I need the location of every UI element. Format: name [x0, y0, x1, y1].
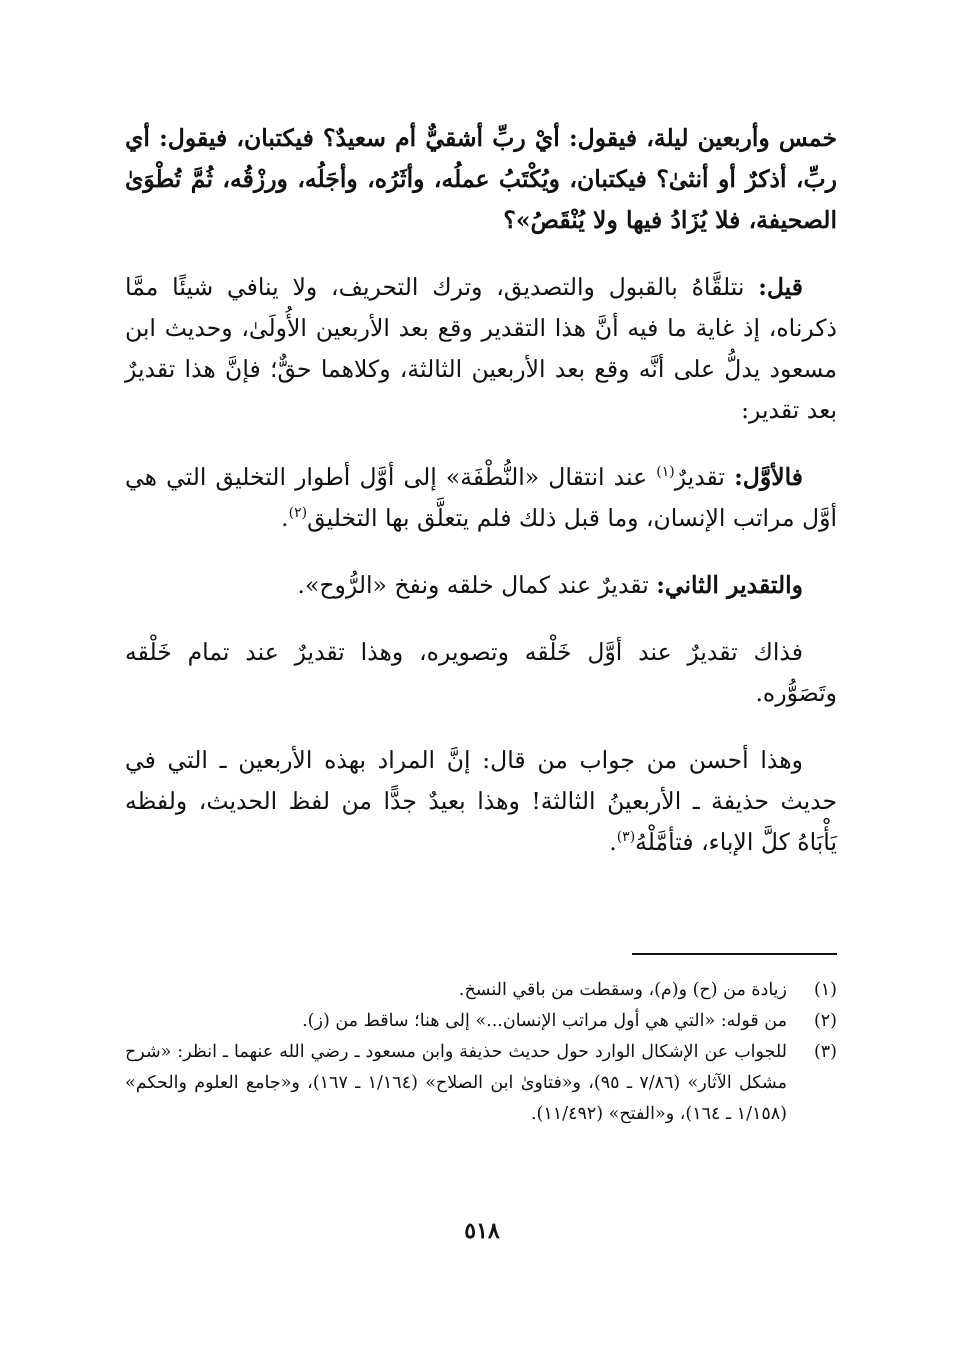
footnote-text: للجواب عن الإشكال الوارد حول حديث حذيفة وابن مسعود ـ رضي الله عنهما ـ انظر: «شرح مشكل الآثار» (٧/٨٦ ـ ٩٥)، و«فتاوىٰ ابن الصلاح» (١/١٦٤ ـ ١٦٧)، و«جامع العلوم والحكم» (١/١٥٨ ـ ١٦٤)، و«الفتح» (١١/٤٩٢).: [125, 1042, 787, 1124]
footnote-number: (٢): [813, 1011, 837, 1031]
paragraph-comparison: فذاك تقديرٌ عند أوَّل خَلْقه وتصويره، وهذا تقديرٌ عند تمام خَلْقه وتَصَوُّره.: [125, 638, 837, 707]
footnote-text: من قوله: «التي هي أول مراتب الإنسان...» إلى هنا؛ ساقط من (ز).: [302, 1011, 787, 1031]
paragraph-body: نتلقَّاهُ بالقبول والتصديق، وترك التحريف، ولا ينافي شيئًا ممَّا ذكرناه، إذ غاية ما فيه أنَّ هذا التقدير وقع بعد الأربعين الأُولَىٰ، وحديث ابن مسعود يدلُّ على أنَّه وقع بعد الأربعين الثالثة، وكلاهما حقٌّ؛ فإنَّ هذا تقديرٌ بعد تقدير:: [125, 273, 837, 424]
hadith-continuation: خمس وأربعين ليلة، فيقول: أيْ ربِّ أشقيٌّ أم سعيدٌ؟ فيكتبان، فيقول: أي ربِّ، أذكرٌ أو أنثىٰ؟ فيكتبان، ويُكْتَبُ عملُه، وأثَرُه، وأجَلُه، ورزْقُه، ثُمَّ تُطْوَىٰ الصحيفة، فلا يُزَادُ فيها ولا يُنْقَصُ»؟: [125, 124, 837, 234]
footnote-text: زيادة من (ح) و(م)، وسقطت من باقي النسخ.: [458, 980, 787, 1000]
paragraph-qila: [125, 267, 837, 431]
paragraph-body: عند انتقال «النُّطْفَة» إلى أوَّل أطوار التخليق التي هي أوَّل مراتب الإنسان، وما قبل ذلك فلم يتعلَّق بها التخليق: [125, 463, 837, 532]
paragraph-best-answer: [125, 740, 837, 863]
paragraph-body: تقديرٌ عند كمال خلقه ونفخ «الرُّوح».: [297, 571, 657, 599]
lead-word: فالأوَّل:: [734, 463, 803, 491]
footnote-number: (٣): [813, 1042, 837, 1062]
footnote-3: [125, 1037, 837, 1130]
paragraph-body: وهذا أحسن من جواب من قال: إنَّ المراد بهذه الأربعين ـ التي في حديث حذيفة ـ الأربعينُ الثالثة! وهذا بعيدٌ جدًّا من لفظ الحديث، ولفظه يَأْبَاهُ كلَّ الإباء، فتأمَّلْهُ: [125, 746, 837, 856]
footnote-number: (١): [813, 980, 837, 1000]
footnote-2: [125, 1006, 837, 1037]
page-number: ٥١٨: [464, 1218, 500, 1244]
footnote-ref-2[interactable]: (٢): [288, 505, 308, 522]
footnote-separator: [632, 953, 837, 955]
paragraph-first-decree: [125, 457, 837, 539]
paragraph-second-decree: [125, 565, 837, 606]
paragraph-body: تقديرٌ: [674, 463, 735, 491]
footnotes: [125, 975, 837, 1130]
main-text: [125, 118, 837, 863]
lead-word: قيل:: [758, 273, 803, 301]
footnote-ref-1[interactable]: (١): [656, 464, 675, 481]
paragraph-body: .: [281, 504, 289, 532]
footnote-1: [125, 975, 837, 1006]
lead-word: والتقدير الثاني:: [656, 571, 803, 599]
paragraph-body: .: [609, 828, 617, 856]
footnote-ref-3[interactable]: (٣): [616, 829, 636, 846]
